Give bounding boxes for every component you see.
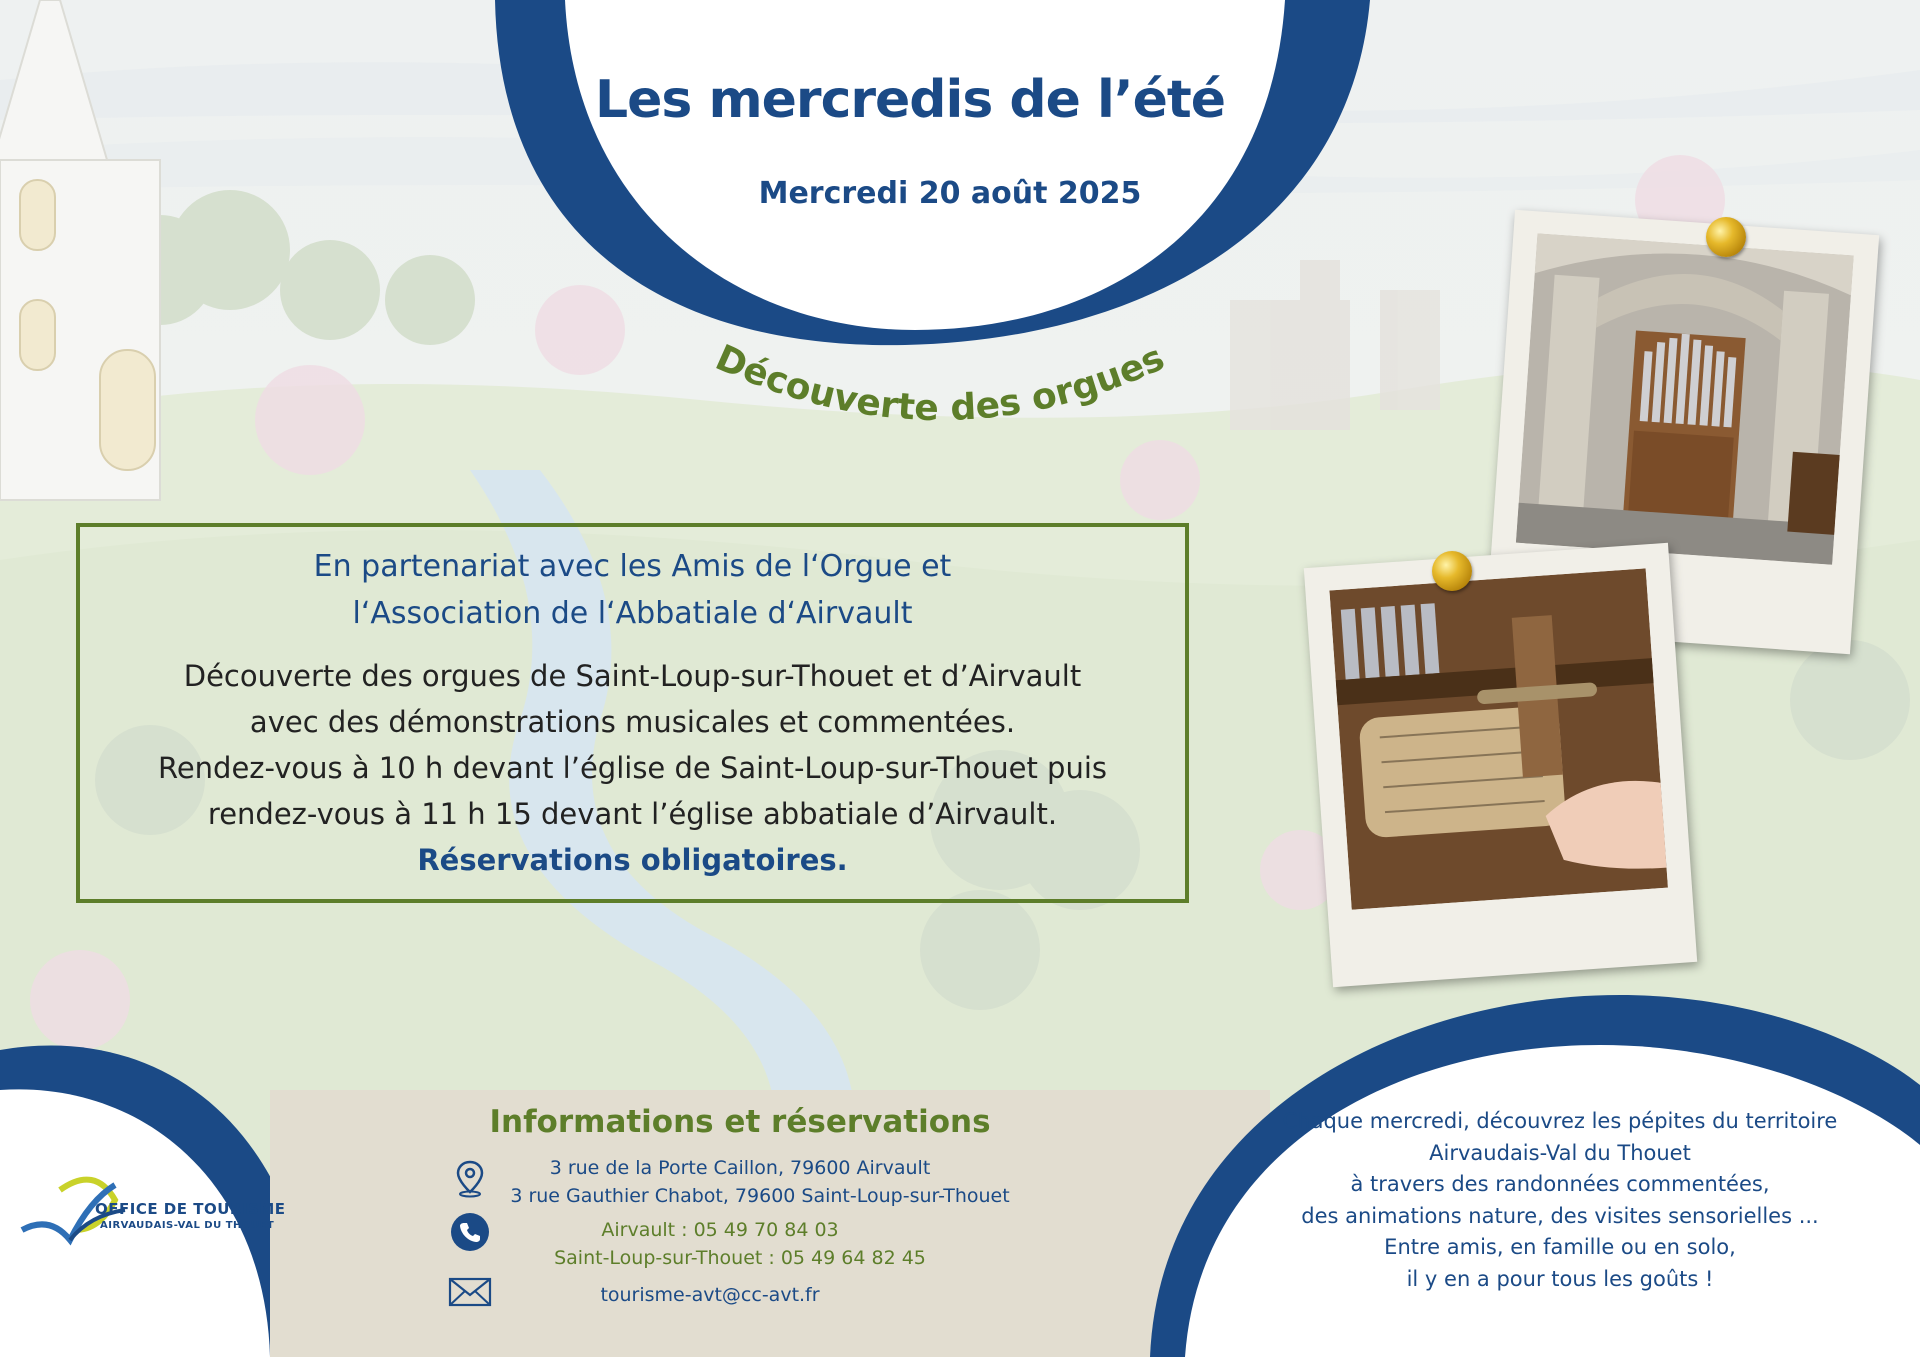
event-title-arc — [680, 330, 1200, 480]
promo-line-3: à travers des randonnées commentées, — [1350, 1172, 1770, 1196]
barrel-organ-polaroid — [1304, 543, 1697, 987]
promo-line-1: Chaque mercredi, découvrez les pépites du territoire — [1282, 1109, 1838, 1133]
event-info-box — [76, 523, 1189, 903]
svg-text:Découverte des orgues — [710, 337, 1171, 429]
desc-line-1: Découverte des orgues de Saint-Loup-sur-Thouet et d’Airvault — [183, 659, 1082, 693]
desc-line-3: Rendez-vous à 10 h devant l’église de Saint-Loup-sur-Thouet puis — [157, 751, 1108, 785]
desc-line-2: avec des démonstrations musicales et commentées. — [249, 705, 1016, 739]
address-saint-loup: 3 rue Gauthier Chabot, 79600 Saint-Loup-sur-Thouet — [510, 1185, 1010, 1207]
promo-line-6: il y en a pour tous les goûts ! — [1406, 1266, 1714, 1291]
pushpin-icon — [1706, 217, 1746, 257]
event-description — [80, 653, 1185, 837]
email-address[interactable]: tourisme-avt@cc-avt.fr — [600, 1284, 820, 1306]
partner-line-1: En partenariat avec les Amis de l‘Orgue et — [313, 549, 952, 584]
pushpin-icon — [1432, 551, 1472, 591]
partnership-text — [80, 543, 1185, 637]
phone-icon — [450, 1212, 490, 1252]
reservation-notice: Réservations obligatoires. — [417, 843, 848, 877]
event-date: Mercredi 20 août 2025 — [758, 176, 1142, 211]
info-section-title: Informations et réservations — [489, 1104, 991, 1140]
promo-line-2: Airvaudais-Val du Thouet — [1429, 1140, 1691, 1165]
envelope-icon — [448, 1276, 492, 1308]
logo-line-2: AIRVAUDAIS-VAL DU THOUET — [100, 1220, 275, 1231]
page-title: Les mercredis de l’été — [595, 70, 1225, 130]
logo-line-1: OFFICE DE TOURISME — [95, 1200, 286, 1218]
partner-line-2: l‘Association de l‘Abbatiale d‘Airvault — [352, 596, 913, 631]
desc-line-4: rendez-vous à 11 h 15 devant l’église abbatiale d’Airvault. — [207, 797, 1058, 831]
barrel-organ-photo — [1329, 568, 1668, 909]
promo-line-4: des animations nature, des visites sensorielles ... — [1301, 1203, 1819, 1228]
promo-line-5: Entre amis, en famille ou en solo, — [1384, 1235, 1736, 1259]
event-name: Découverte des orgues — [709, 337, 1171, 430]
phone-saint-loup: Saint-Loup-sur-Thouet : 05 49 64 82 45 — [554, 1247, 926, 1269]
church-organ-photo — [1516, 233, 1854, 564]
promo-text — [1200, 1106, 1920, 1295]
address-airvault: 3 rue de la Porte Caillon, 79600 Airvault — [549, 1157, 931, 1179]
phone-airvault: Airvault : 05 49 70 84 03 — [601, 1219, 839, 1241]
